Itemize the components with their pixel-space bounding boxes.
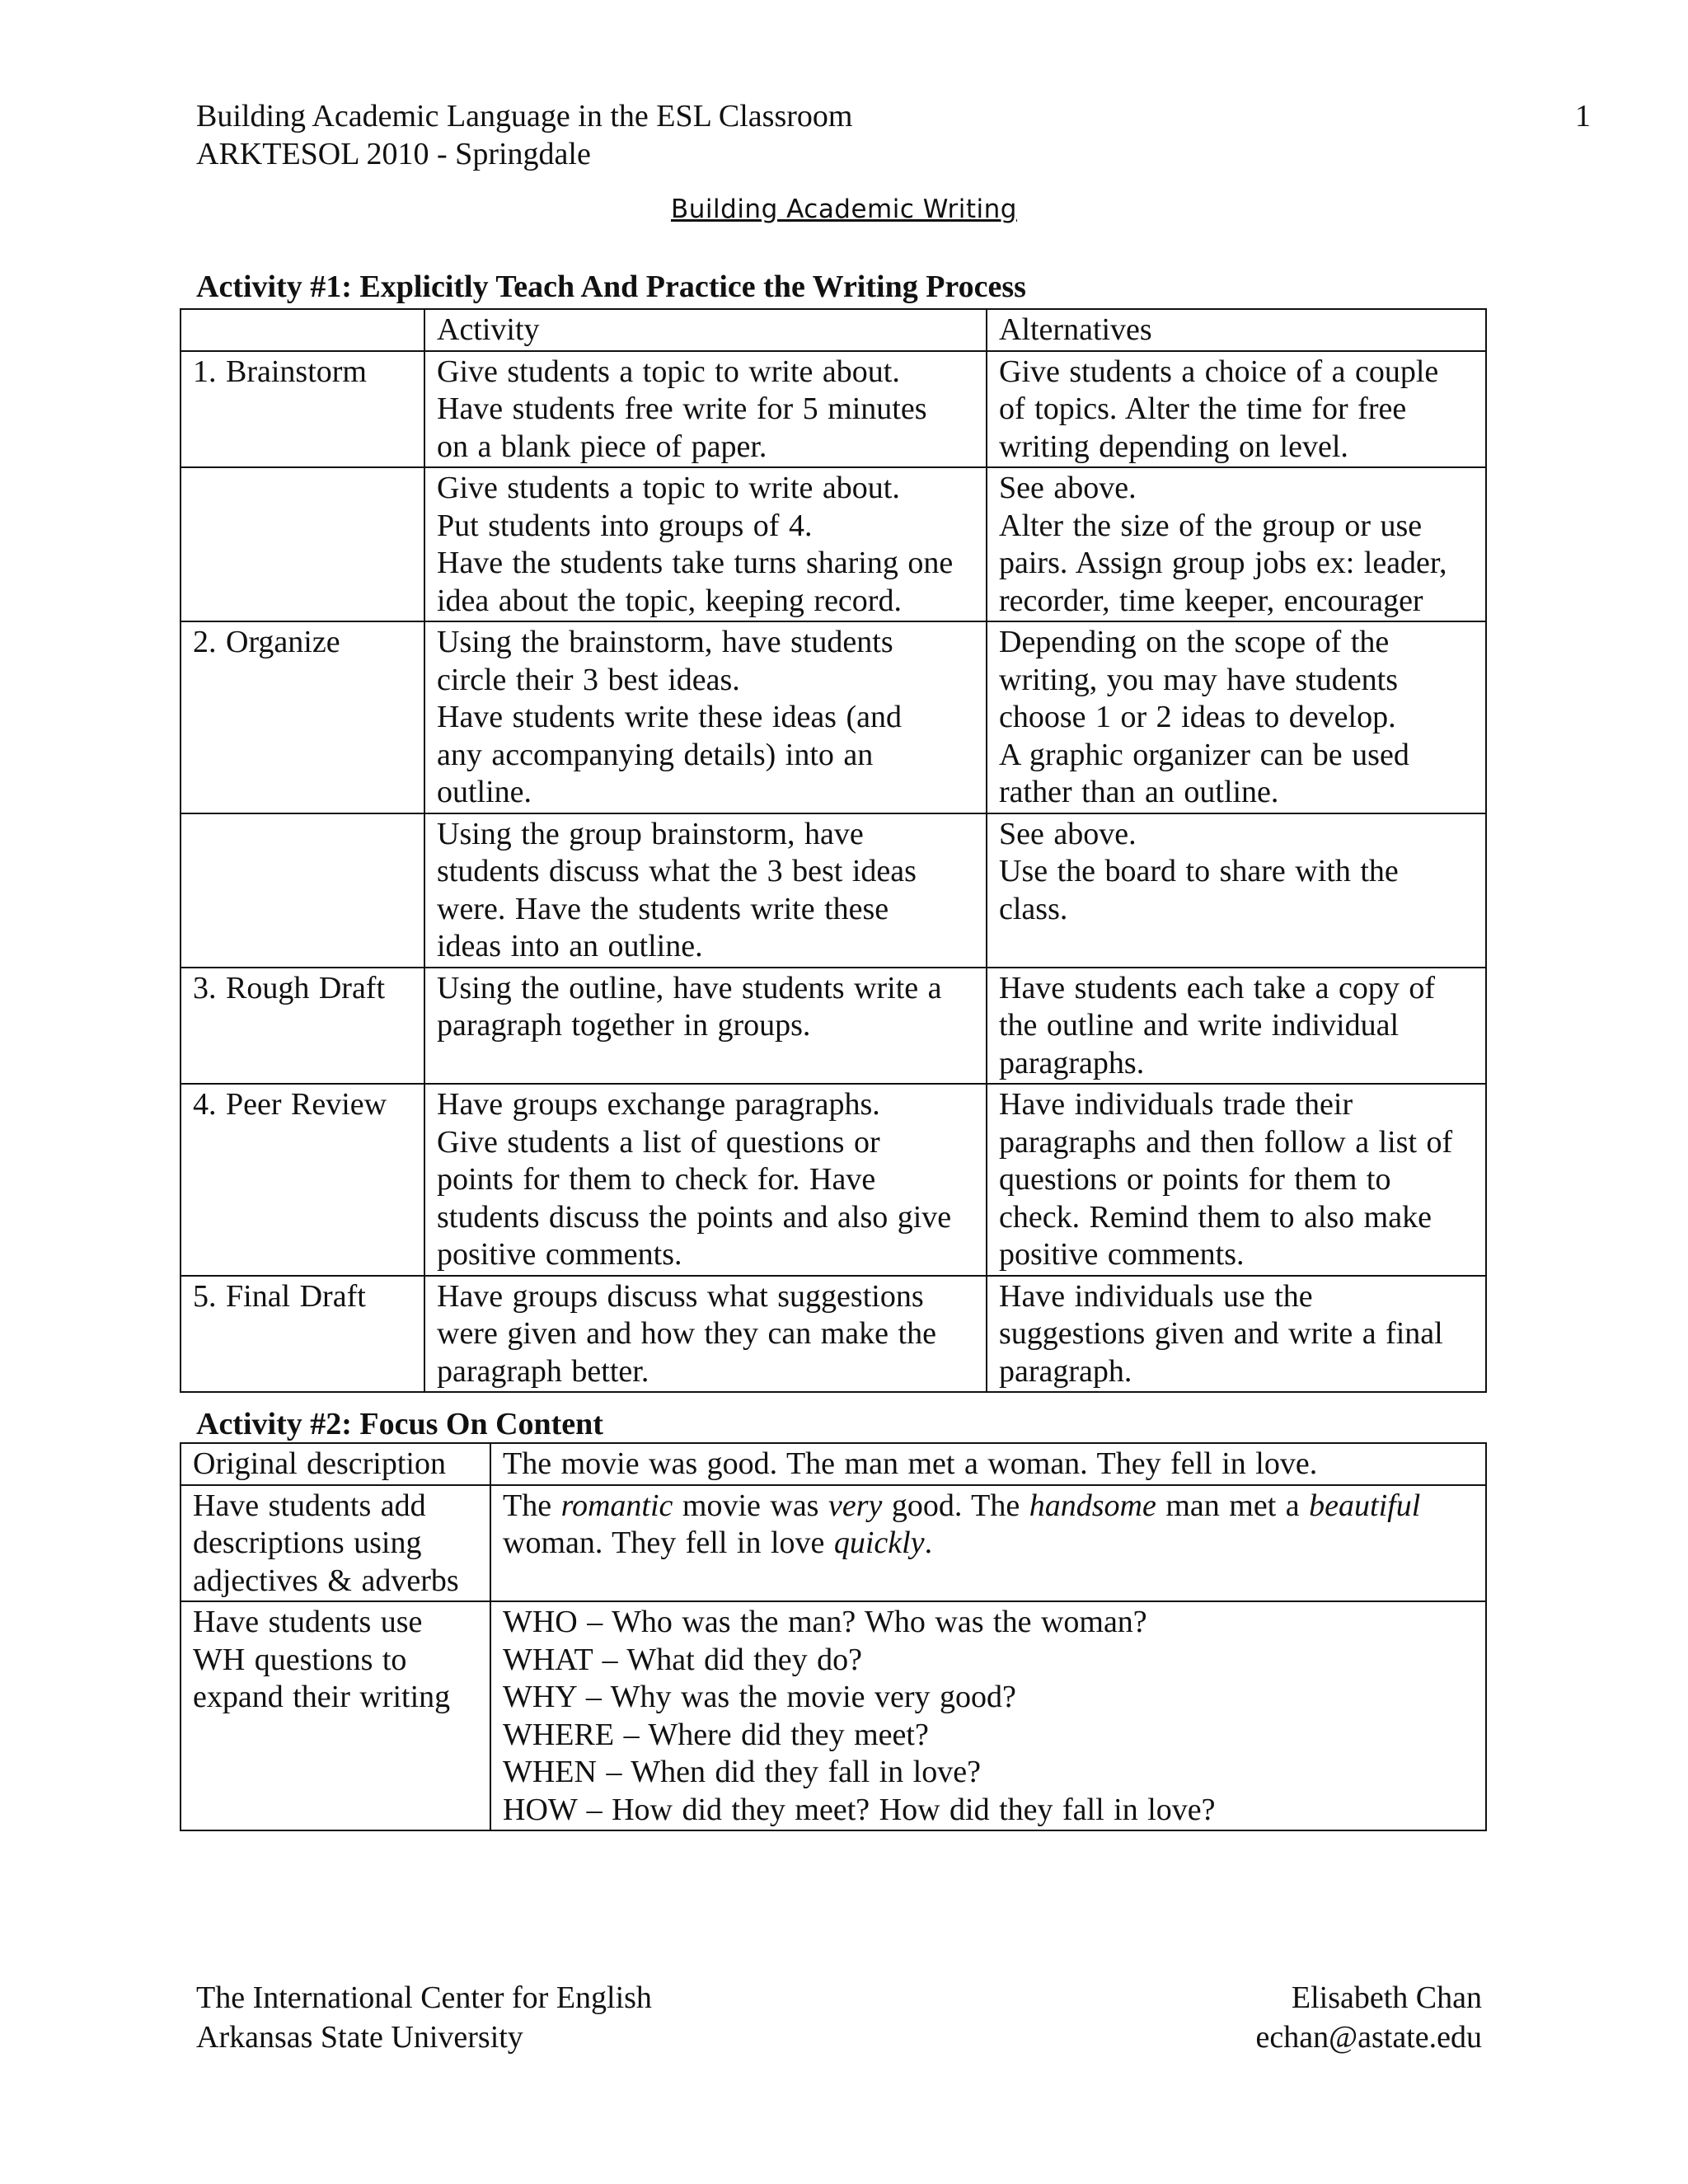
focus-on-content-table [180, 1442, 1487, 1831]
table-row [181, 467, 1486, 621]
stage-cell: 4. Peer Review [181, 1084, 424, 1276]
table-row [181, 968, 1486, 1085]
alternatives-cell [987, 1276, 1486, 1393]
table-row [181, 351, 1486, 468]
activity-line: outline. [437, 775, 532, 809]
alternatives-line: pairs. Assign group jobs ex: leader, [999, 546, 1447, 580]
row-label-line: adjectives & adverbs [193, 1563, 459, 1598]
original-description-text: The movie was good. The man met a woman. They fell in love. [490, 1443, 1486, 1485]
activity-line: points for them to check for. Have [437, 1162, 876, 1197]
footer-organization [196, 1978, 652, 2057]
text-run: woman. They fell in love [503, 1526, 834, 1560]
activity-line: paragraph together in groups. [437, 1008, 811, 1043]
text-run: good. The [882, 1488, 1029, 1523]
italic-word: beautiful [1309, 1488, 1421, 1523]
footer-author-name: Elisabeth Chan [1291, 1980, 1482, 2015]
page-header [196, 97, 852, 173]
alternatives-line: Have individuals trade their [999, 1087, 1353, 1122]
text-run: movie was [673, 1488, 828, 1523]
writing-process-table [180, 308, 1487, 1393]
alternatives-cell [987, 968, 1486, 1085]
activity-line: Have groups discuss what suggestions [437, 1278, 924, 1314]
activity-line: students discuss what the 3 best ideas [437, 854, 917, 888]
row-label-line: WH questions to [193, 1642, 407, 1677]
table-row [181, 621, 1486, 813]
stage-cell [181, 813, 424, 968]
footer-org-line: The International Center for English [196, 1980, 652, 2015]
alternatives-line: rather than an outline. [999, 775, 1279, 809]
activity-line: positive comments. [437, 1237, 682, 1272]
enhanced-description-text [490, 1485, 1486, 1602]
wh-question: WHERE – Where did they meet? [503, 1717, 929, 1752]
activity-line: Have groups exchange paragraphs. [437, 1087, 880, 1122]
page-number: 1 [1575, 99, 1591, 134]
alternatives-cell [987, 1084, 1486, 1276]
activity-cell [424, 1276, 987, 1393]
document-subtitle: Building Academic Writing [671, 194, 1017, 224]
stage-cell: 5. Final Draft [181, 1276, 424, 1393]
stage-cell [181, 467, 424, 621]
footer-email: echan@astate.edu [1255, 2020, 1482, 2055]
table-row [181, 1485, 1486, 1602]
activity-line: Have the students take turns sharing one [437, 546, 954, 580]
activity-line: Using the outline, have students write a [437, 970, 942, 1005]
header-title: Building Academic Language in the ESL Classroom [196, 99, 853, 134]
alternatives-line: choose 1 or 2 ideas to develop. [999, 700, 1396, 734]
alternatives-cell [987, 813, 1486, 968]
wh-question: HOW – How did they meet? How did they fall in love? [503, 1792, 1216, 1827]
row-label-line: descriptions using [193, 1526, 422, 1560]
alternatives-line: writing depending on level. [999, 429, 1348, 464]
alternatives-line: A graphic organizer can be used [999, 737, 1409, 772]
wh-question: WHY – Why was the movie very good? [503, 1680, 1016, 1714]
table-row [181, 1601, 1486, 1830]
activity-cell [424, 968, 987, 1085]
alternatives-line: suggestions given and write a final [999, 1316, 1443, 1351]
activity2-title: Activity #2: Focus On Content [196, 1407, 603, 1441]
text-run: The [503, 1488, 561, 1523]
alternatives-line: paragraphs. [999, 1045, 1145, 1080]
activity-line: students discuss the points and also give [437, 1199, 952, 1235]
activity-line: Give students a topic to write about. [437, 471, 900, 505]
stage-cell: 3. Rough Draft [181, 968, 424, 1085]
alternatives-line: recorder, time keeper, encourager [999, 583, 1423, 618]
wh-question: WHEN – When did they fall in love? [503, 1755, 981, 1789]
row-label-line: Have students add [193, 1488, 426, 1523]
table-row [181, 1084, 1486, 1276]
alternatives-line: Give students a choice of a couple [999, 354, 1439, 389]
alternatives-line: the outline and write individual [999, 1008, 1400, 1043]
row-label [181, 1485, 490, 1602]
alternatives-cell [987, 621, 1486, 813]
table-row [181, 813, 1486, 968]
activity-line: Give students a list of questions or [437, 1124, 880, 1160]
row-label: Original description [181, 1443, 490, 1485]
activity1-title: Activity #1: Explicitly Teach And Practice the Writing Process [196, 269, 1026, 304]
activity-line: idea about the topic, keeping record. [437, 583, 902, 618]
alternatives-line: See above. [999, 471, 1137, 505]
activity-line: Put students into groups of 4. [437, 508, 813, 543]
alternatives-line: Depending on the scope of the [999, 625, 1390, 659]
stage-cell: 1. Brainstorm [181, 351, 424, 468]
italic-word: very [828, 1488, 883, 1523]
alternatives-line: Have individuals use the [999, 1278, 1313, 1314]
activity-line: Give students a topic to write about. [437, 354, 900, 389]
alternatives-line: Alter the size of the group or use [999, 508, 1423, 543]
italic-word: quickly [833, 1526, 925, 1560]
text-run: . [924, 1526, 933, 1560]
alternatives-line: positive comments. [999, 1237, 1245, 1272]
activity-line: ideas into an outline. [437, 929, 703, 963]
table-header-cell-activity: Activity [424, 309, 987, 351]
activity-line: were. Have the students write these [437, 891, 889, 926]
activity-line: were given and how they can make the [437, 1316, 936, 1351]
alternatives-line: See above. [999, 816, 1137, 851]
wh-question: WHAT – What did they do? [503, 1642, 863, 1677]
activity-line: circle their 3 best ideas. [437, 662, 740, 697]
activity-line: on a blank piece of paper. [437, 429, 767, 464]
header-conference: ARKTESOL 2010 - Springdale [196, 137, 591, 171]
italic-word: romantic [560, 1488, 673, 1523]
table-row [181, 1443, 1486, 1485]
activity-cell [424, 813, 987, 968]
activity-line: Have students write these ideas (and [437, 700, 902, 734]
wh-question: WHO – Who was the man? Who was the woman? [503, 1605, 1147, 1639]
footer-org-line: Arkansas State University [196, 2020, 523, 2055]
alternatives-line: writing, you may have students [999, 662, 1398, 697]
text-run: man met a [1156, 1488, 1310, 1523]
alternatives-line: Have students each take a copy of [999, 970, 1436, 1005]
alternatives-line: class. [999, 891, 1068, 926]
alternatives-cell [987, 467, 1486, 621]
row-label-line: expand their writing [193, 1680, 451, 1714]
table-row [181, 1276, 1486, 1393]
footer-author [1256, 1978, 1482, 2057]
activity-cell [424, 621, 987, 813]
activity-line: any accompanying details) into an [437, 737, 874, 772]
alternatives-line: paragraphs and then follow a list of [999, 1124, 1453, 1160]
stage-cell: 2. Organize [181, 621, 424, 813]
activity-cell [424, 351, 987, 468]
alternatives-line: questions or points for them to [999, 1162, 1391, 1197]
table-header-cell-stage [181, 309, 424, 351]
activity-line: Using the brainstorm, have students [437, 625, 893, 659]
alternatives-line: of topics. Alter the time for free [999, 391, 1407, 426]
row-label [181, 1601, 490, 1830]
activity-cell [424, 1084, 987, 1276]
alternatives-line: paragraph. [999, 1353, 1132, 1389]
table-header-cell-alternatives: Alternatives [987, 309, 1486, 351]
activity-line: paragraph better. [437, 1353, 649, 1389]
italic-word: handsome [1029, 1488, 1156, 1523]
alternatives-line: check. Remind them to also make [999, 1199, 1432, 1235]
activity-cell [424, 467, 987, 621]
alternatives-line: Use the board to share with the [999, 854, 1399, 888]
table-header-row [181, 309, 1486, 351]
alternatives-cell [987, 351, 1486, 468]
activity-line: Using the group brainstorm, have [437, 816, 864, 851]
activity-line: Have students free write for 5 minutes [437, 391, 927, 426]
row-label-line: Have students use [193, 1605, 423, 1639]
wh-questions-cell [490, 1601, 1486, 1830]
